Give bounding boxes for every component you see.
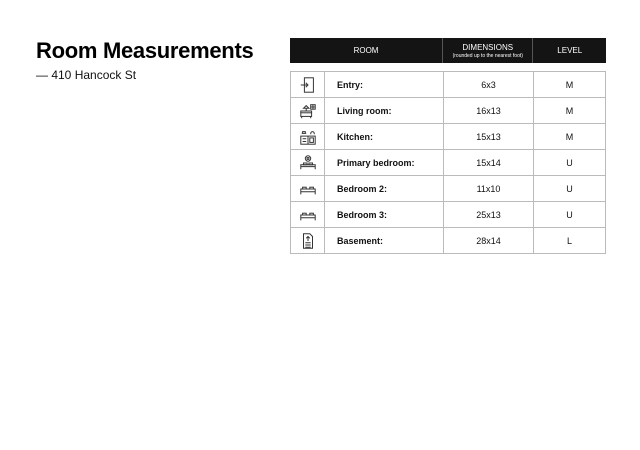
door-entry-icon bbox=[291, 72, 325, 97]
page-subtitle: — 410 Hancock St bbox=[36, 68, 137, 82]
page-title: Room Measurements bbox=[36, 38, 254, 63]
room-name: Entry: bbox=[325, 72, 444, 97]
column-header-dimensions-label: DIMENSIONS bbox=[462, 42, 514, 52]
bed-icon bbox=[291, 176, 325, 201]
room-name: Living room: bbox=[325, 98, 444, 123]
room-measurements-table bbox=[290, 38, 606, 254]
table-row bbox=[290, 72, 606, 98]
column-header-dimensions-note: (rounded up to the nearest foot) bbox=[452, 52, 523, 59]
room-dimensions: 11x10 bbox=[444, 176, 534, 201]
column-header-room bbox=[290, 38, 442, 63]
room-name: Primary bedroom: bbox=[325, 150, 444, 175]
table-row bbox=[290, 176, 606, 202]
room-name: Bedroom 2: bbox=[325, 176, 444, 201]
room-dimensions: 25x13 bbox=[444, 202, 534, 227]
bed-icon bbox=[291, 202, 325, 227]
room-dimensions: 15x14 bbox=[444, 150, 534, 175]
table-body bbox=[290, 71, 606, 254]
table-row bbox=[290, 228, 606, 254]
table-row bbox=[290, 98, 606, 124]
room-dimensions: 6x3 bbox=[444, 72, 534, 97]
basement-icon bbox=[291, 228, 325, 253]
column-header-level bbox=[532, 38, 606, 63]
column-header-dimensions bbox=[442, 38, 532, 63]
room-name: Kitchen: bbox=[325, 124, 444, 149]
column-header-level-label: LEVEL bbox=[557, 46, 583, 55]
kitchen-icon bbox=[291, 124, 325, 149]
room-level: M bbox=[565, 131, 574, 142]
living-room-icon bbox=[291, 98, 325, 123]
room-name: Basement: bbox=[325, 228, 444, 253]
table-row bbox=[290, 124, 606, 150]
column-header-room-label: ROOM bbox=[353, 46, 379, 55]
table-row bbox=[290, 150, 606, 176]
room-name: Bedroom 3: bbox=[325, 202, 444, 227]
table-header bbox=[290, 38, 606, 63]
room-level: U bbox=[566, 157, 573, 168]
room-dimensions: 15x13 bbox=[444, 124, 534, 149]
room-dimensions: 16x13 bbox=[444, 98, 534, 123]
room-level: U bbox=[566, 183, 573, 194]
room-level: U bbox=[566, 209, 573, 220]
room-level: M bbox=[565, 79, 574, 90]
room-level: L bbox=[566, 235, 572, 246]
room-dimensions: 28x14 bbox=[444, 228, 534, 253]
table-row bbox=[290, 202, 606, 228]
room-level: M bbox=[565, 105, 574, 116]
primary-bedroom-icon bbox=[291, 150, 325, 175]
